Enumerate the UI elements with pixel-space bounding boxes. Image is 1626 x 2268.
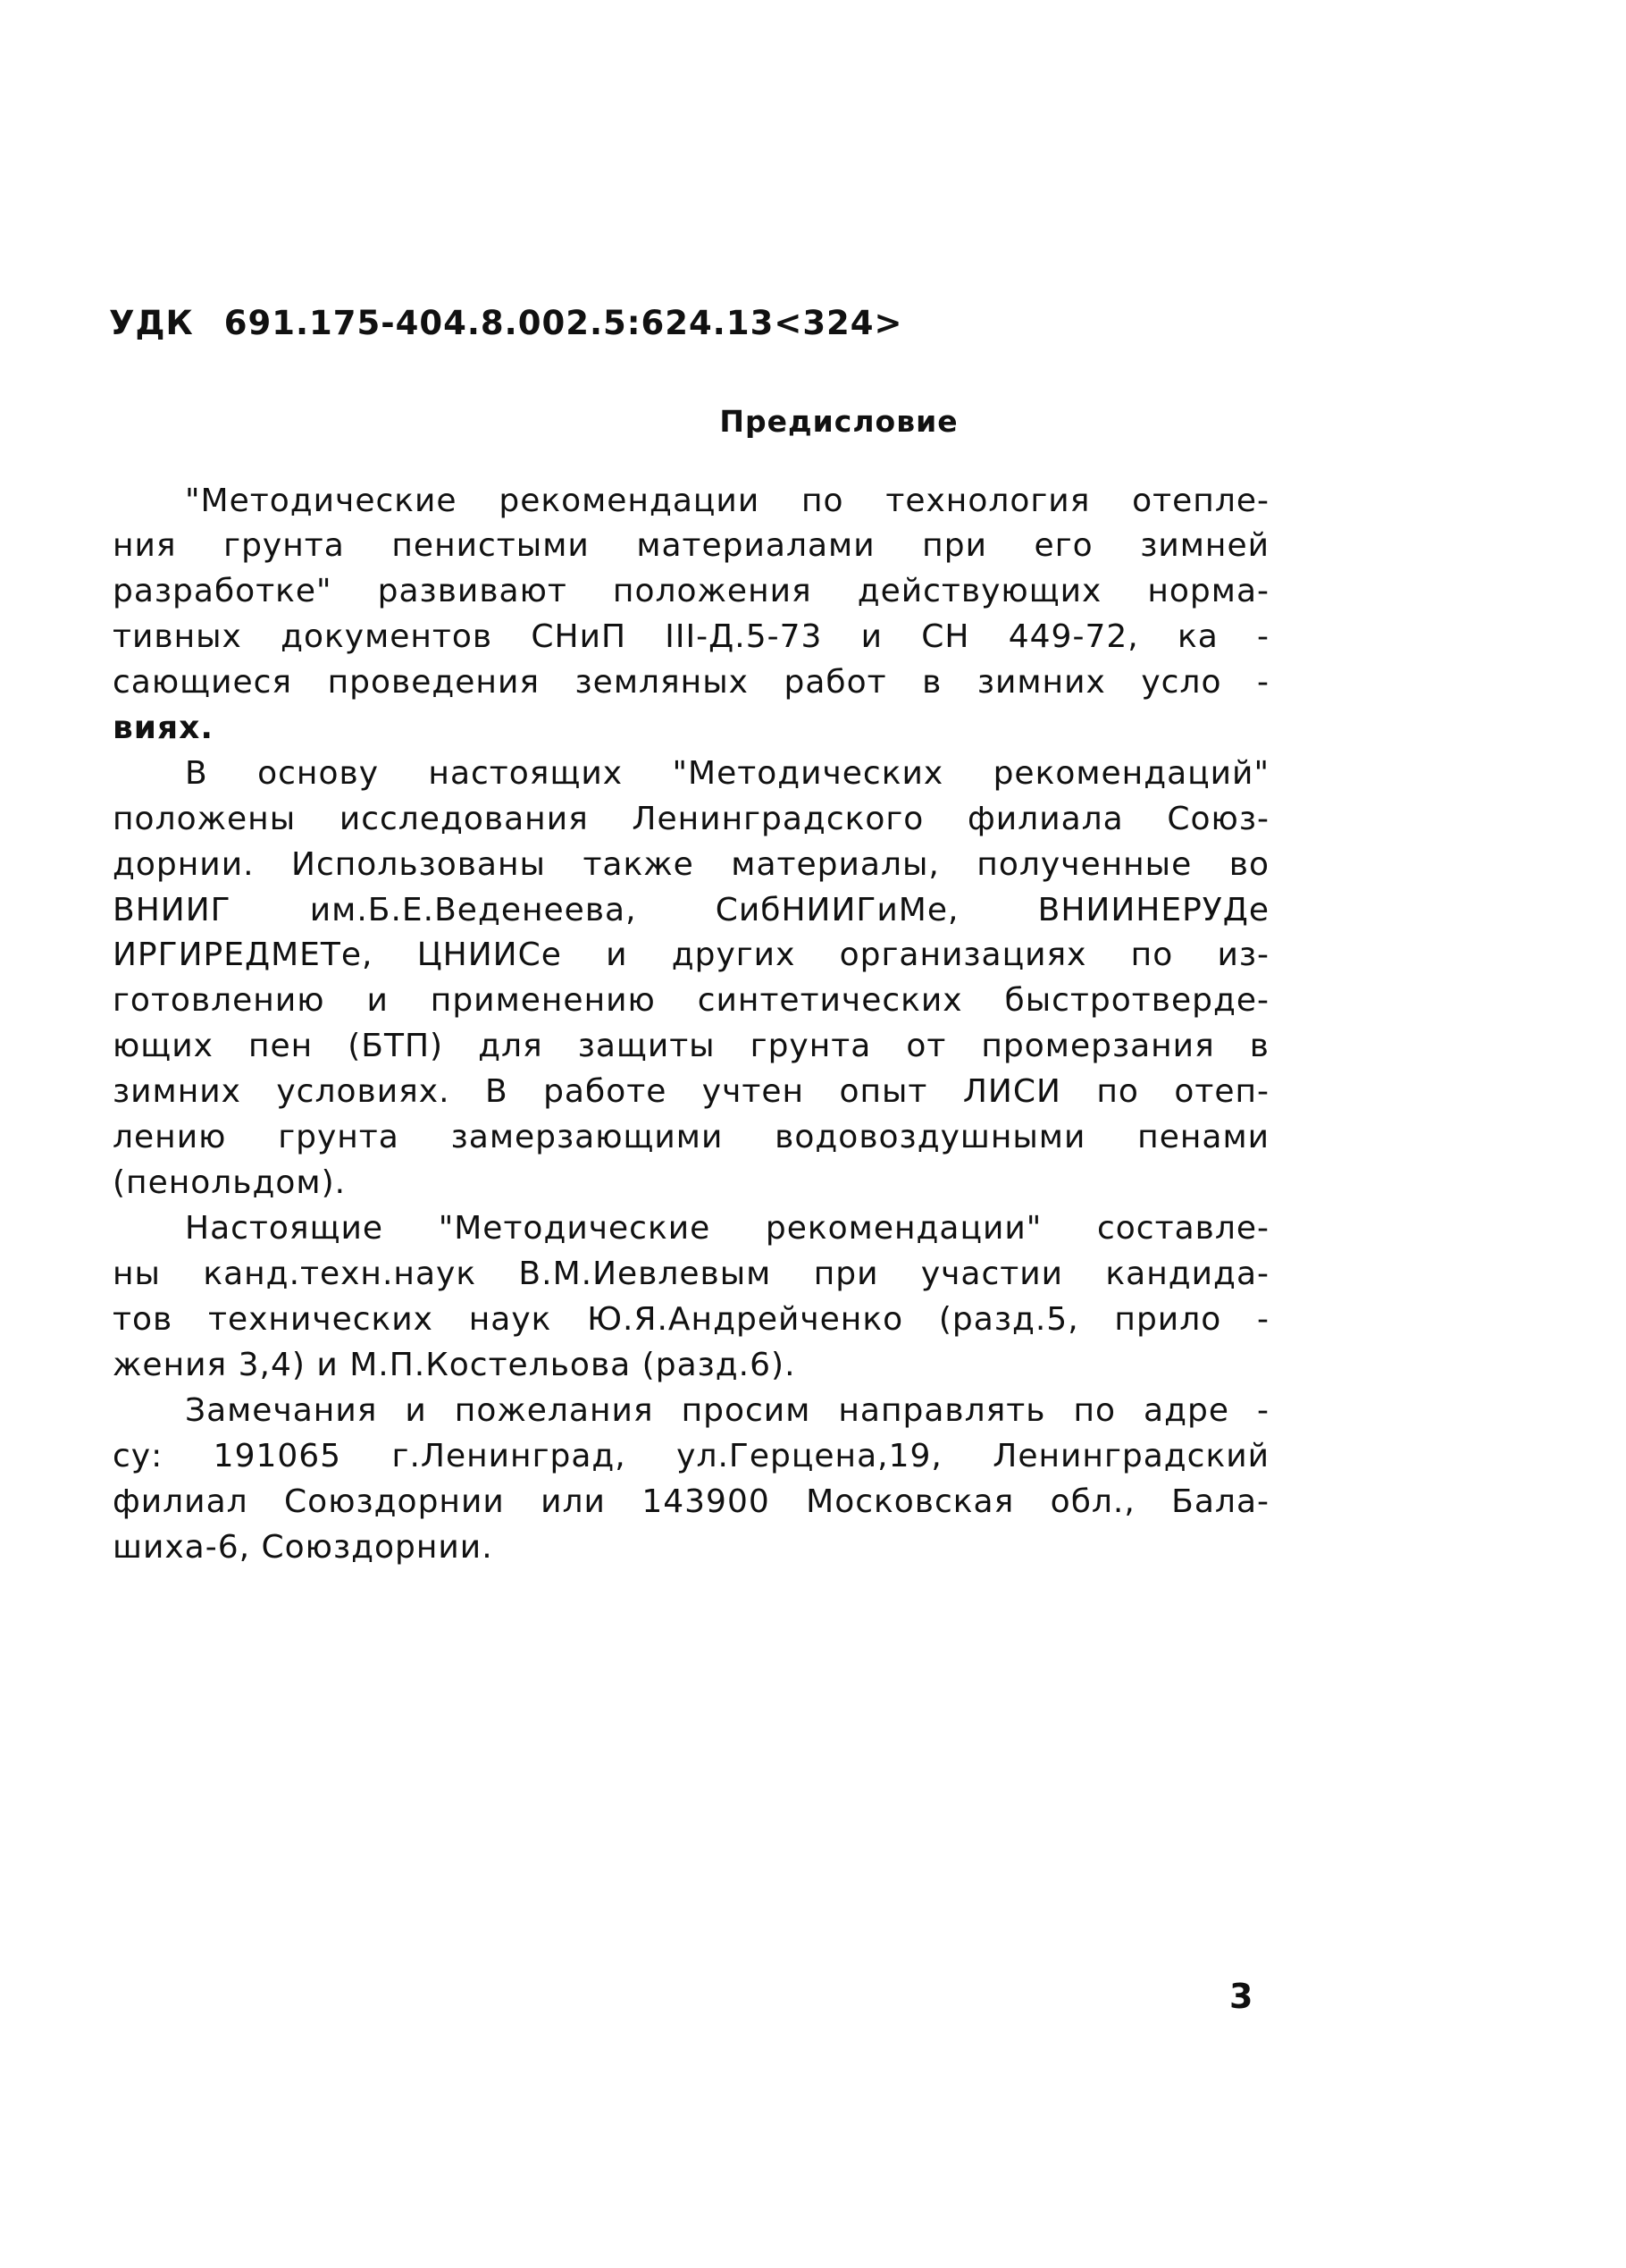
- text-line: разработке" развивают положения действующих норма-: [113, 573, 1270, 609]
- text-line: ющих пен (БТП) для защиты грунта от промерзания в: [113, 1028, 1270, 1064]
- udk-line: [109, 304, 903, 342]
- section-title: Предисловие: [719, 404, 959, 439]
- text-line: ны канд.техн.наук В.М.Иевлевым при участии кандида-: [113, 1256, 1270, 1292]
- text-line: тов технических наук Ю.Я.Андрейченко (разд.5, прило -: [113, 1301, 1270, 1338]
- text-line: ИРГИРЕДМЕТе, ЦНИИСе и других организациях по из-: [113, 937, 1270, 973]
- text-line: Настоящие "Методические рекомендации" составле-: [185, 1210, 1270, 1247]
- text-line: виях.: [113, 710, 214, 746]
- text-line: "Методические рекомендации по технология отепле-: [185, 483, 1270, 519]
- text-line: В основу настоящих "Методических рекомендаций": [185, 755, 1270, 792]
- text-line: ВНИИГ им.Б.Е.Веденеева, СибНИИГиМе, ВНИИНЕРУДе: [113, 892, 1270, 928]
- text-line: дорнии. Использованы также материалы, полученные во: [113, 846, 1270, 883]
- text-line: филиал Союздорнии или 143900 Московская обл., Бала-: [113, 1483, 1270, 1520]
- text-line: лению грунта замерзающими водовоздушными пенами: [113, 1119, 1270, 1155]
- text-line: шиха-6, Союздорнии.: [113, 1529, 493, 1566]
- text-line: Замечания и пожелания просим направлять по адре -: [185, 1392, 1270, 1429]
- text-line: положены исследования Ленинградского филиала Союз-: [113, 801, 1270, 837]
- page-number: 3: [1229, 1977, 1253, 2016]
- text-line: (пенольдом).: [113, 1164, 347, 1201]
- text-line: готовлению и применению синтетических быстротверде-: [113, 982, 1270, 1019]
- udk-label: УДК: [109, 304, 194, 342]
- udk-code: 691.175-404.8.002.5:624.13<324>: [223, 304, 903, 342]
- text-line: ния грунта пенистыми материалами при его зимней: [113, 527, 1270, 564]
- text-line: сающиеся проведения земляных работ в зимних усло -: [113, 664, 1270, 701]
- text-line: зимних условиях. В работе учтен опыт ЛИСИ по отеп-: [113, 1073, 1270, 1110]
- text-line: су: 191065 г.Ленинград, ул.Герцена,19, Ленинградский: [113, 1438, 1270, 1474]
- text-line: тивных документов СНиП III-Д.5-73 и СН 449-72, ка -: [113, 618, 1270, 655]
- text-line: жения 3,4) и М.П.Костельова (разд.6).: [113, 1347, 796, 1383]
